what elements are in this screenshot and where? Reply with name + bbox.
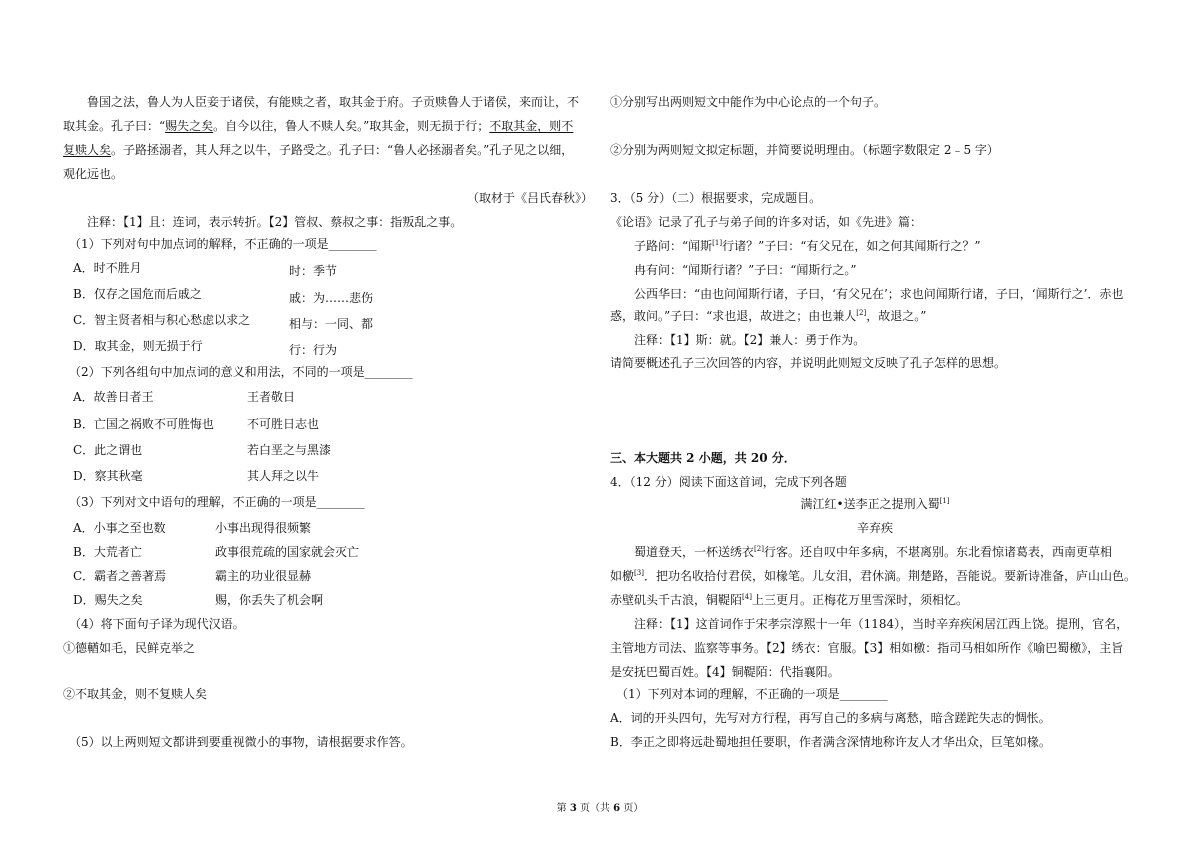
q1-option-d: D．取其金，则无损于行 bbox=[73, 339, 203, 353]
lunyu-question: 请简要概述孔子三次回答的内容，并说明此则短文反映了孔子怎样的思想。 bbox=[610, 356, 1007, 370]
lunyu-line-4: 惑，敢问。”子曰：“求也退，故进之；由也兼人[2]，故退之。” bbox=[610, 309, 927, 323]
poem-note-2: 主管地方司法、监察等事务。【2】绣衣：官服。【3】相如檄：指司马相如所作《喻巴蜀檄》，主旨 bbox=[610, 641, 1124, 655]
poem-line-2: 如檄[3]．把功名收拾付君侯，如椽笔。儿女泪，君休滴。荆楚路，吾能说。要新诗准备，庐山山色。 bbox=[610, 569, 1136, 583]
lunyu-line-2: 冉有问：“闻斯行诸？”子曰：“闻斯行之。” bbox=[634, 263, 857, 277]
passage-line-4: 观化远也。 bbox=[63, 167, 124, 181]
q4-item-1: ①德輶如毛，民鲜克举之 bbox=[63, 641, 196, 655]
q3-option-d: D．赐失之矣 bbox=[73, 593, 143, 607]
poem-note-1: 注释：【1】这首词作于宋孝宗淳熙十一年（1184），当时辛弃疾闲居江西上饶。提刑，官名， bbox=[634, 617, 1129, 631]
q2-option-c: C．此之谓也 bbox=[73, 443, 143, 457]
q1-stem: （1）下列对句中加点词的解释，不正确的一项是________ bbox=[69, 237, 377, 251]
q4-item-2: ②不取其金，则不复赎人矣 bbox=[63, 687, 208, 701]
q2-option-b: B．亡国之祸败不可胜悔也 bbox=[73, 417, 214, 431]
q3-option-a: A．小事之至也数 bbox=[73, 521, 166, 535]
annotation-note: 注释：【1】且：连词，表示转折。【2】管叔、蔡叔之事：指叛乱之事。 bbox=[87, 215, 463, 229]
q2-option-a: A．故善日者王 bbox=[73, 390, 154, 404]
q1-option-b: B．仅存之国危而后戚之 bbox=[73, 287, 202, 301]
passage-line-2: 取其金。孔子曰：“赐失之矣。自今以往，鲁人不赎人矣。”取其金，则无损于行；不取其金，则不 bbox=[63, 119, 574, 133]
question-4-header: 4．（12 分）阅读下面这首词，完成下列各题 bbox=[610, 475, 847, 489]
q4-stem: （4）将下面句子译为现代汉语。 bbox=[69, 617, 245, 631]
underlined-phrase: 复赎人矣 bbox=[63, 143, 112, 157]
q2-option-c-pair: 若白垩之与黑漆 bbox=[247, 443, 332, 457]
lunyu-line-1: 子路问：“闻斯[1]行诸？”子曰：“有父兄在，如之何其闻斯行之？” bbox=[634, 239, 981, 253]
q3-stem: （3）下列对文中语句的理解，不正确的一项是________ bbox=[69, 495, 365, 509]
poem-author: 辛弃疾 bbox=[856, 521, 893, 535]
poem-q1-option-b: B．李正之即将远赴蜀地担任要职，作者满含深情地称许友人才华出众，巨笔如椽。 bbox=[610, 735, 1051, 749]
q5-item-2: ②分别为两则短文拟定标题，并简要说明理由。（标题字数限定 2﹣5 字） bbox=[610, 143, 999, 157]
section-3-heading: 三、本大题共 2 小题，共 20 分． bbox=[610, 451, 796, 465]
left-column bbox=[63, 0, 593, 800]
q2-option-a-pair: 王者敬日 bbox=[247, 390, 296, 404]
poem-line-1: 蜀道登天，一杯送绣衣[2]行客。还自叹中年多病，不堪离别。东北看惊诸葛表，西南更草相 bbox=[634, 545, 1112, 559]
q2-option-b-pair: 不可胜日志也 bbox=[247, 417, 320, 431]
source-citation: （取材于《吕氏春秋》） bbox=[466, 191, 593, 205]
underlined-phrase: 不取其金，则不 bbox=[489, 119, 574, 133]
q2-option-d: D．察其秋毫 bbox=[73, 469, 143, 483]
poem-line-3: 赤壁矶头千古浪，铜鞮陌[4]上三更月。正梅花万里雪深时，须相忆。 bbox=[610, 593, 968, 607]
q1-option-d-gloss: 行：行为 bbox=[289, 343, 338, 357]
page-footer: 第 3 页（共 6 页） bbox=[556, 803, 644, 814]
q3-option-b-meaning: 政事很荒疏的国家就会灭亡 bbox=[215, 545, 360, 559]
q1-option-c-gloss: 相与：一同、都 bbox=[289, 317, 374, 331]
q5-stem: （5）以上两则短文都讲到要重视微小的事物，请根据要求作答。 bbox=[69, 735, 413, 749]
passage-line-3: 复赎人矣。子路拯溺者，其人拜之以牛，子路受之。孔子曰：“鲁人必拯溺者矣。”孔子见之以细， bbox=[63, 143, 574, 157]
poem-note-3: 是安抚巴蜀百姓。【4】铜鞮陌：代指襄阳。 bbox=[610, 665, 840, 679]
poem-title: 满江红•送李正之提刑入蜀[1] bbox=[800, 497, 950, 511]
q3-option-a-meaning: 小事出现得很频繁 bbox=[215, 521, 312, 535]
q3-option-c: C．霸者之善著焉 bbox=[73, 569, 167, 583]
poem-q1-stem: （1）下列对本词的理解，不正确的一项是________ bbox=[616, 687, 888, 701]
q2-option-d-pair: 其人拜之以牛 bbox=[247, 469, 320, 483]
lunyu-note: 注释：【1】斯：就。【2】兼人：勇于作为。 bbox=[634, 333, 866, 347]
q3-option-d-meaning: 赐，你丢失了机会啊 bbox=[215, 593, 324, 607]
right-column bbox=[610, 0, 1140, 800]
poem-q1-option-a: A．词的开头四句，先写对方行程，再写自己的多病与离愁，暗含蹉跎失志的惆怅。 bbox=[610, 711, 1051, 725]
q3-option-b: B．大荒者亡 bbox=[73, 545, 142, 559]
page-number: 3 bbox=[569, 803, 577, 814]
lunyu-intro: 《论语》记录了孔子与弟子间的许多对话，如《先进》篇： bbox=[610, 215, 923, 229]
q3-option-c-meaning: 霸主的功业很显赫 bbox=[215, 569, 312, 583]
q1-option-a: A．时不胜月 bbox=[73, 261, 142, 275]
q2-stem: （2）下列各组句中加点词的意义和用法，不同的一项是________ bbox=[69, 365, 413, 379]
total-pages: 6 bbox=[613, 803, 621, 814]
q1-option-c: C．智主贤者相与积心愁虑以求之 bbox=[73, 313, 251, 327]
q1-option-a-gloss: 时：季节 bbox=[289, 264, 338, 278]
underlined-phrase: 赐失之矣 bbox=[165, 119, 214, 133]
lunyu-line-3: 公西华曰：“由也问闻斯行诸，子曰，‘有父兄在’；求也问闻斯行诸，子曰，‘闻斯行之’．赤也 bbox=[634, 287, 1124, 301]
q5-item-1: ①分别写出两则短文中能作为中心论点的一个句子。 bbox=[610, 95, 887, 109]
q1-option-b-gloss: 戚：为……悲伤 bbox=[289, 291, 374, 305]
passage-line-1: 鲁国之法，鲁人为人臣妾于诸侯，有能赎之者，取其金于府。子贡赎鲁人于诸侯，来而让，不 bbox=[87, 95, 580, 109]
question-3-header: 3．（5 分）（二）根据要求，完成题目。 bbox=[610, 191, 822, 205]
